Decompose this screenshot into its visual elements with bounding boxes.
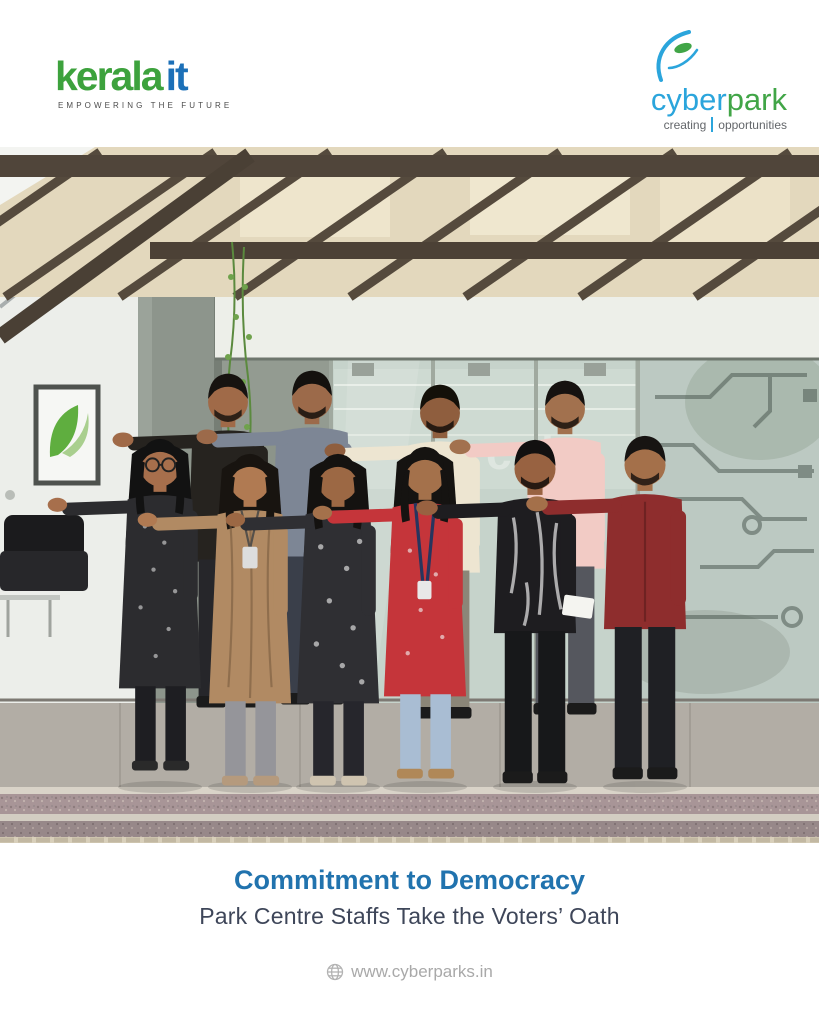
door-closer (584, 363, 606, 376)
kerala-it-logo (55, 53, 245, 110)
group-photo-scene (0, 147, 819, 843)
kerala-wordmark-it: it (165, 53, 187, 99)
cyberpark-tagline-opportunities: opportunities (718, 117, 787, 132)
fascia (215, 297, 819, 359)
lobby-table (0, 595, 60, 600)
cyberpark-logo (587, 28, 787, 132)
group-photo (0, 147, 819, 843)
cyberpark-tagline (587, 117, 787, 132)
caption-subtitle: Park Centre Staffs Take the Voters’ Oath (199, 903, 620, 930)
website-url: www.cyberparks.in (351, 962, 493, 981)
cyberpark-tagline-creating: creating (663, 117, 707, 132)
kerala-tagline: EMPOWERING THE FUTURE (58, 101, 233, 110)
oath-paper (562, 594, 595, 619)
cyberpark-swoosh-icon (645, 28, 721, 84)
cyberpark-tagline-divider (711, 117, 713, 132)
globe-icon (326, 963, 344, 981)
id-badge (242, 547, 257, 569)
cyberpark-wordmark-park: park (726, 82, 787, 117)
cyberpark-wordmark-cyber: cyber (650, 82, 727, 117)
id-badge (417, 581, 431, 599)
kerala-wordmark (55, 53, 245, 99)
door-closer (352, 363, 374, 376)
caption (0, 864, 819, 930)
footer (0, 962, 819, 982)
caption-title: Commitment to Democracy (233, 865, 586, 895)
kerala-wordmark-kerala: kerala (55, 53, 162, 99)
cyberpark-wordmark (587, 84, 787, 115)
door-closer (468, 363, 490, 376)
